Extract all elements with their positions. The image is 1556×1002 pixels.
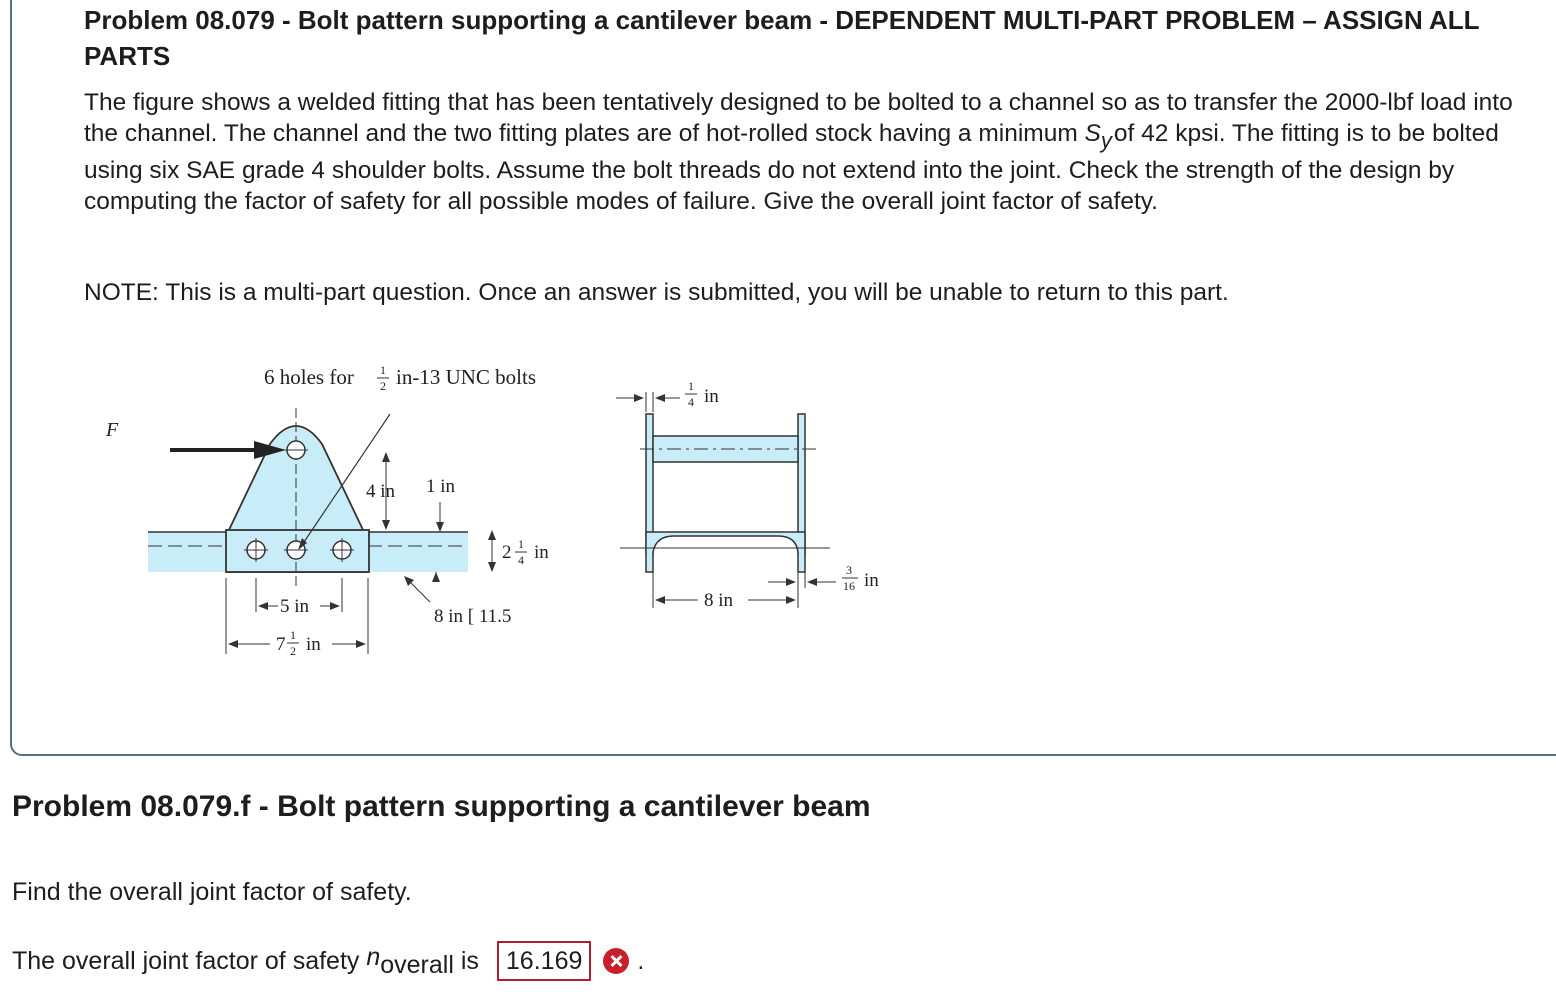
svg-text:in: in	[704, 386, 719, 407]
multi-part-note: NOTE: This is a multi-part question. Once an answer is submitted, you will be unable to return to this part.	[84, 279, 1229, 306]
svg-text:16: 16	[843, 579, 855, 593]
dim-2quarter: 2	[502, 542, 512, 563]
svg-text:1: 1	[688, 379, 694, 393]
answer-is: is	[453, 946, 479, 975]
svg-text:in: in	[306, 634, 321, 655]
answer-input[interactable]: 16.169	[497, 941, 591, 981]
answer-period: .	[637, 946, 645, 975]
question-text: Find the overall joint factor of safety.	[12, 878, 412, 906]
n-overall-symbol: $n_{overall}$	[366, 942, 454, 979]
svg-text:2: 2	[380, 379, 386, 393]
sy-symbol: $S_y$	[1084, 119, 1112, 153]
svg-text:in: in	[534, 542, 549, 563]
svg-text:in-13 UNC bolts: in-13 UNC bolts	[396, 365, 537, 389]
svg-text:in: in	[864, 570, 879, 591]
svg-text:1: 1	[518, 537, 524, 551]
svg-text:3: 3	[846, 563, 852, 577]
dim-7half: 7	[276, 634, 286, 655]
force-label: F	[106, 419, 119, 441]
incorrect-x-icon	[603, 948, 629, 974]
fitting-figure	[100, 352, 900, 672]
dim-4in: 4 in	[366, 481, 396, 502]
dim-8in: 8 in	[704, 590, 734, 611]
answer-prefix: The overall joint factor of safety	[12, 946, 367, 975]
part-title: Problem 08.079.f - Bolt pattern supporting a cantilever beam	[12, 790, 871, 823]
svg-text:1: 1	[290, 628, 296, 642]
dim-5in: 5 in	[280, 596, 310, 617]
statement-part1: The figure shows a welded fitting that has been tentatively designed to be bolted to a channel so as to transfer the 2000-lbf load into the channel. The channel and the two fitting plates are of hot-rolled stock having a minimum	[84, 89, 1513, 147]
statement-part2: of 42 kpsi. The fitting is to be bolted using six SAE grade 4 shoulder bolts. Assume the bolt threads do not extend into the joint. Check the strength of the design by computing the factor of safety for all possible modes of failure. Give the overall joint factor of safety.	[84, 119, 1499, 215]
svg-text:4: 4	[518, 553, 524, 567]
right-channel	[646, 532, 805, 572]
dim-1in: 1 in	[426, 476, 456, 497]
answer-line	[12, 940, 644, 982]
problem-title: Problem 08.079 - Bolt pattern supporting a cantilever beam - DEPENDENT MULTI-PART PROBLEM – ASSIGN ALL PARTS	[84, 5, 1480, 71]
problem-statement	[84, 88, 1524, 217]
svg-text:2: 2	[290, 644, 296, 658]
dim-8in-11: 8 in [ 11.5	[434, 606, 512, 627]
holes-label: 6 holes for	[264, 365, 354, 389]
svg-text:1: 1	[380, 363, 386, 377]
svg-text:4: 4	[688, 395, 694, 409]
